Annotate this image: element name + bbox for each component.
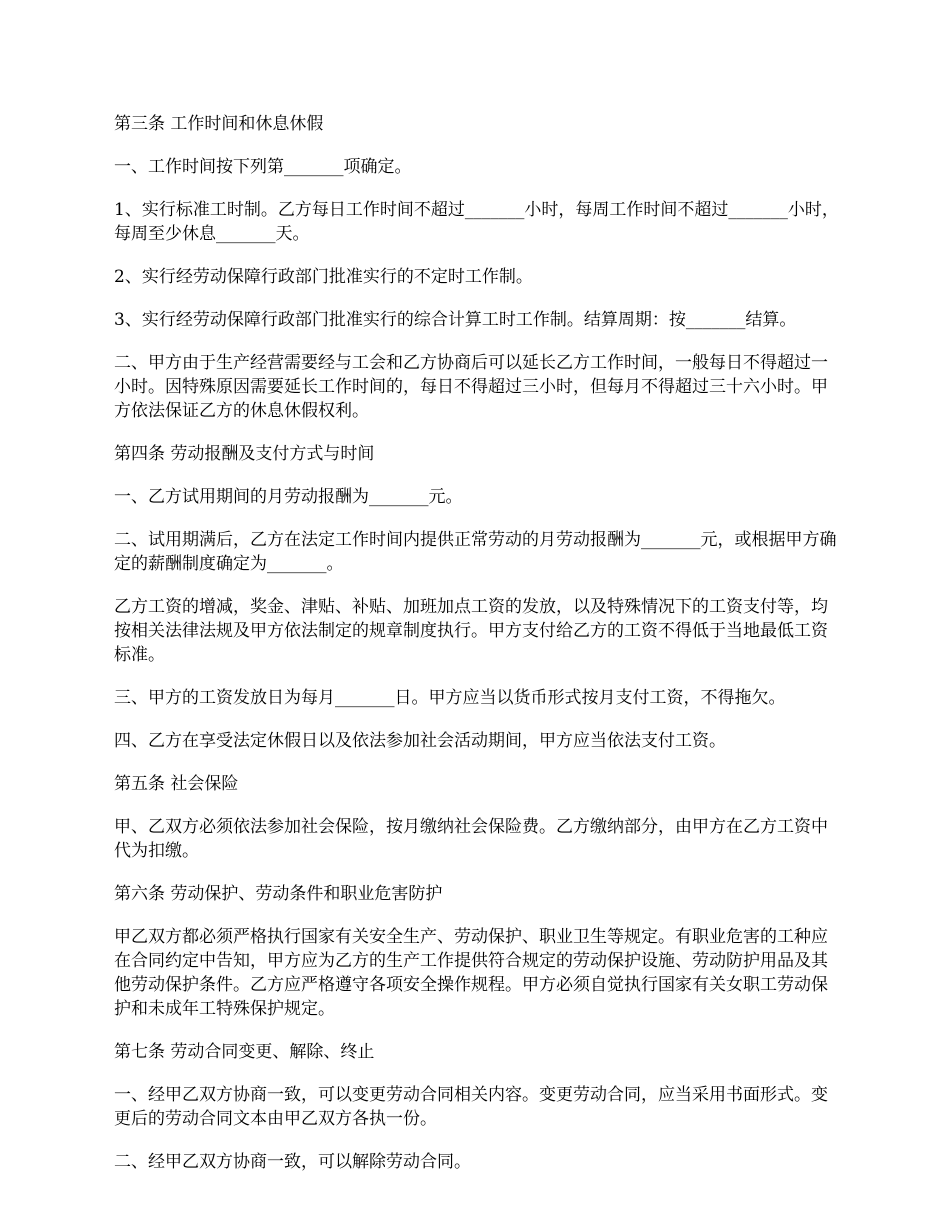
document-page <box>114 112 844 1193</box>
paragraph-pay-adjustments: 乙方工资的增减，奖金、津贴、补贴、加班加点工资的发放，以及特殊情况下的工资支付等，均按相关法律法规及甲方依法制定的规章制度执行。甲方支付给乙方的工资不得低于当地最低工资标准。 <box>114 597 828 665</box>
paragraph-probation-pay: 一、乙方试用期间的月劳动报酬为_______元。 <box>114 487 463 507</box>
paragraph-work-hours-option: 一、工作时间按下列第_______项确定。 <box>114 157 412 177</box>
paragraph-payday: 三、甲方的工资发放日为每月_______日。甲方应当以货币形式按月支付工资，不得拖欠。 <box>114 688 786 708</box>
paragraph-contract-termination: 二、经甲乙双方协商一致，可以解除劳动合同。 <box>114 1152 471 1172</box>
paragraph-standard-hours: 1、实行标准工时制。乙方每日工作时间不超过_______小时，每周工作时间不超过_______小时，每周至少休息_______天。 <box>114 200 839 244</box>
paragraph-contract-change: 一、经甲乙双方协商一致，可以变更劳动合同相关内容。变更劳动合同，应当采用书面形式。变更后的劳动合同文本由甲乙双方各执一份。 <box>114 1085 828 1129</box>
paragraph-comprehensive-hours: 3、实行经劳动保障行政部门批准实行的综合计算工时工作制。结算周期：按_______结算。 <box>114 310 797 330</box>
section-heading-article-4: 第四条 劳动报酬及支付方式与时间 <box>114 444 375 464</box>
paragraph-regular-pay: 二、试用期满后，乙方在法定工作时间内提供正常劳动的月劳动报酬为_______元，或根据甲方确定的薪酬制度确定为_______。 <box>114 530 837 574</box>
section-heading-article-7: 第七条 劳动合同变更、解除、终止 <box>114 1042 375 1062</box>
paragraph-overtime: 二、甲方由于生产经营需要经与工会和乙方协商后可以延长乙方工作时间，一般每日不得超过一小时。因特殊原因需要延长工作时间的，每日不得超过三小时，但每月不得超过三十六小时。甲方依法保证乙方的休息休假权利。 <box>114 353 828 421</box>
section-heading-article-3: 第三条 工作时间和休息休假 <box>114 114 324 134</box>
paragraph-holiday-pay: 四、乙方在享受法定休假日以及依法参加社会活动期间，甲方应当依法支付工资。 <box>114 731 726 751</box>
paragraph-labor-protection: 甲乙双方都必须严格执行国家有关安全生产、劳动保护、职业卫生等规定。有职业危害的工种应在合同约定中告知，甲方应为乙方的生产工作提供符合规定的劳动保护设施、劳动防护用品及其他劳动保护条件。乙方应严格遵守各项安全操作规程。甲方必须自觉执行国家有关女职工劳动保护和未成年工特殊保护规定。 <box>114 927 828 1019</box>
paragraph-social-insurance: 甲、乙双方必须依法参加社会保险，按月缴纳社会保险费。乙方缴纳部分，由甲方在乙方工资中代为扣缴。 <box>114 817 828 861</box>
paragraph-flexible-hours: 2、实行经劳动保障行政部门批准实行的不定时工作制。 <box>114 267 533 287</box>
section-heading-article-5: 第五条 社会保险 <box>114 774 239 794</box>
section-heading-article-6: 第六条 劳动保护、劳动条件和职业危害防护 <box>114 884 443 904</box>
